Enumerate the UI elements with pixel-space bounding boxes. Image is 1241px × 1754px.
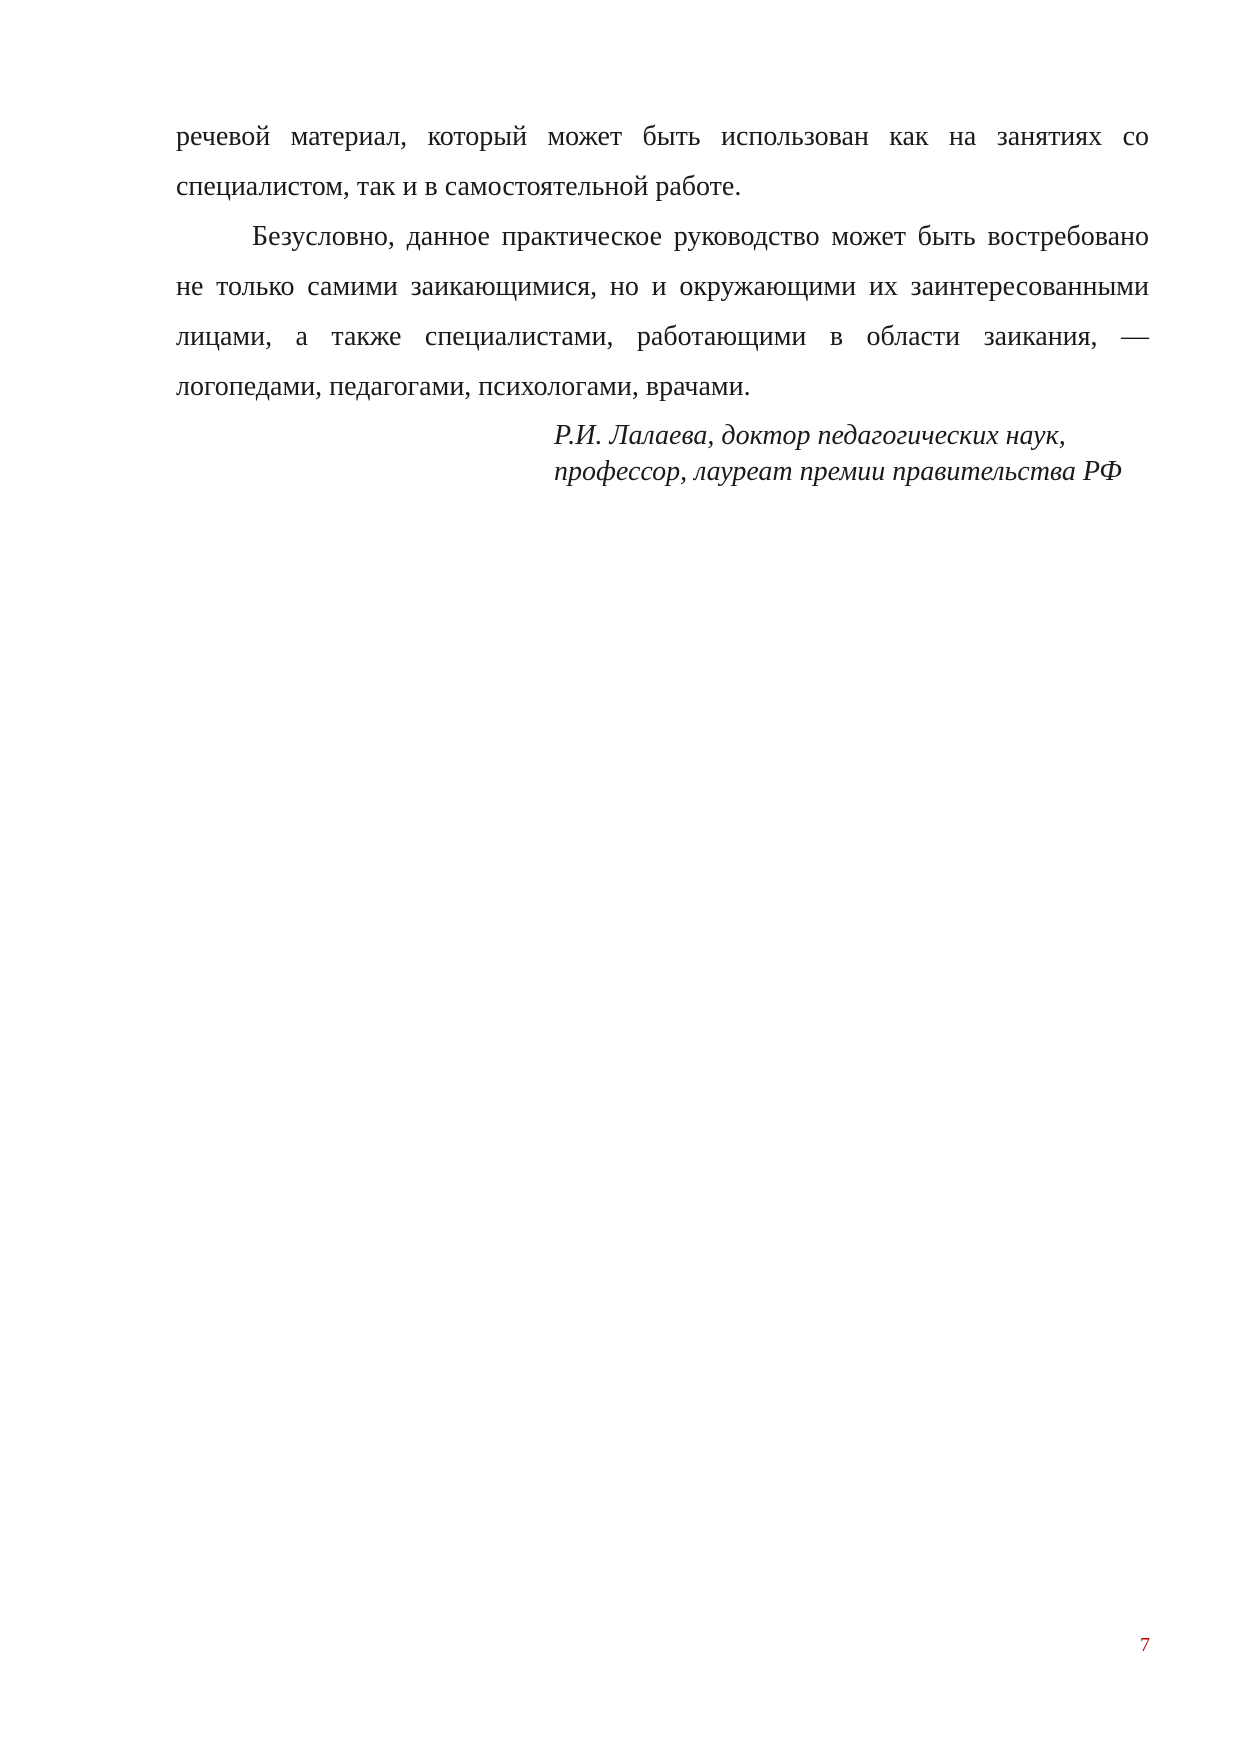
signature-line-title: профессор, лауреат премии правительства РФ bbox=[554, 456, 1122, 487]
author-signature bbox=[554, 418, 1154, 490]
signature-line-name: Р.И. Лалаева, доктор педагогических наук, bbox=[554, 420, 1066, 451]
page-number: 7 bbox=[1140, 1634, 1150, 1656]
paragraph-continued: речевой материал, который может быть использован как на занятиях со специалистом, так и в самостоятельной работе. bbox=[176, 121, 1149, 202]
body-text bbox=[176, 112, 1149, 412]
paragraph: Безусловно, данное практическое руководство может быть востребовано не только самими заикающимися, но и окружающими их заинтересованными лицами, а также специалистами, работающими в области заикания, — логопедами, педагогами, психологами, врачами. bbox=[176, 221, 1149, 402]
